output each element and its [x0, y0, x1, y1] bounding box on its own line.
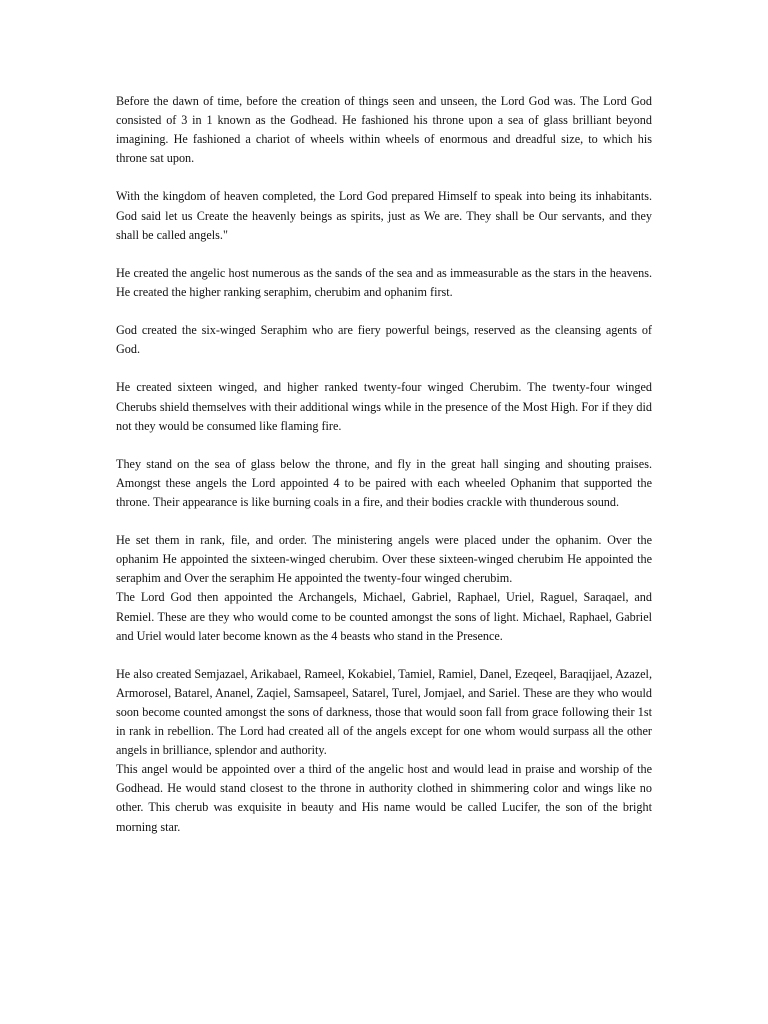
- document-body: [116, 92, 652, 856]
- paragraph-2: With the kingdom of heaven completed, the Lord God prepared Himself to speak into being its inhabitants. God said let us Create the heavenly beings as spirits, just as We are. They shall be Our servants, and they shall be called angels.": [116, 189, 652, 242]
- paragraph-10: This angel would be appointed over a third of the angelic host and would lead in praise and worship of the Godhead. He would stand closest to the throne in authority clothed in shimmering color and wings like no other. This cherub was exquisite in beauty and His name would be called Lucifer, the son of the bright morning star.: [116, 762, 652, 834]
- paragraph-5: He created sixteen winged, and higher ranked twenty-four winged Cherubim. The twenty-four winged Cherubs shield themselves with their additional wings while in the presence of the Most High. For if they did not they would be consumed like flaming fire.: [116, 380, 652, 433]
- paragraph-6: They stand on the sea of glass below the throne, and fly in the great hall singing and shouting praises. Amongst these angels the Lord appointed 4 to be paired with each wheeled Ophanim that supported the throne. Their appearance is like burning coals in a fire, and their bodies crackle with thunderous sound.: [116, 456, 652, 509]
- paragraph-1: Before the dawn of time, before the creation of things seen and unseen, the Lord God was. The Lord God consisted of 3 in 1 known as the Godhead. He fashioned his throne upon a sea of glass brilliant beyond imagining. He fashioned a chariot of wheels within wheels of enormous and dreadful size, to which his throne sat upon.: [116, 94, 652, 166]
- paragraph-8: The Lord God then appointed the Archangels, Michael, Gabriel, Raphael, Uriel, Raguel, Saraqael, and Remiel. These are they who would come to be counted amongst the sons of light. Michael, Raphael, Gabriel and Uriel would later become known as the 4 beasts who stand in the Presence.: [116, 590, 652, 643]
- paragraph-7: He set them in rank, file, and order. The ministering angels were placed under the ophanim. Over the ophanim He appointed the sixteen-winged cherubim. Over these sixteen-winged cherubim He appointed the seraphim and Over the seraphim He appointed the twenty-four winged cherubim.: [116, 533, 652, 586]
- paragraph-9: He also created Semjazael, Arikabael, Rameel, Kokabiel, Tamiel, Ramiel, Danel, Ezeqeel, Baraqijael, Azazel, Armorosel, Batarel, Ananel, Zaqiel, Samsapeel, Satarel, Turel, Jomjael, and Sariel. These are they who would soon become counted amongst the sons of darkness, those that would soon fall from grace following their 1st in rank in rebellion. The Lord had created all of the angels except for one whom would surpass all the other angels in brilliance, splendor and authority.: [116, 666, 652, 758]
- paragraph-4: God created the six-winged Seraphim who are fiery powerful beings, reserved as the cleansing agents of God.: [116, 323, 652, 357]
- paragraph-3: He created the angelic host numerous as the sands of the sea and as immeasurable as the stars in the heavens. He created the higher ranking seraphim, cherubim and ophanim first.: [116, 265, 652, 299]
